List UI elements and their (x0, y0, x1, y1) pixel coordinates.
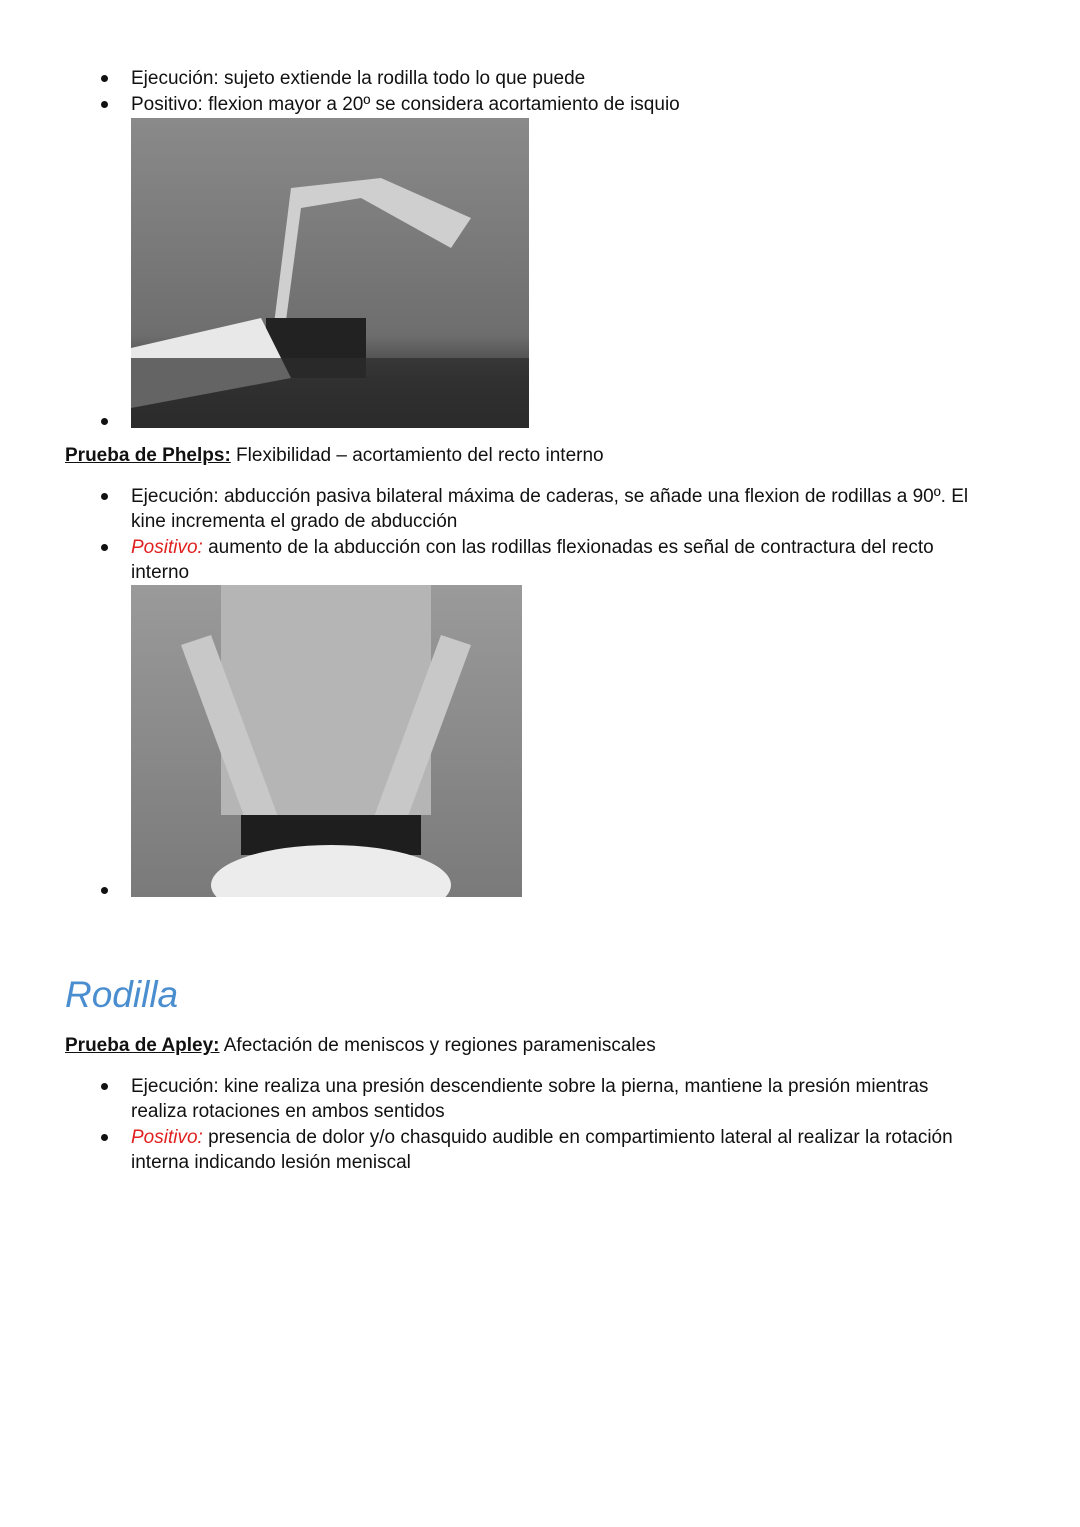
bullet (101, 887, 108, 894)
phelps-title: Prueba de Phelps: (65, 445, 231, 466)
bullet (101, 544, 108, 551)
bullet-text: Ejecución: abducción pasiva bilateral máxima de caderas, se añade una flexion de rodillas a 90º. El (131, 486, 969, 507)
section-heading-rodilla: Rodilla (65, 974, 179, 1015)
apley-description: Afectación de meniscos y regiones parameniscales (219, 1035, 656, 1056)
bullet (101, 101, 108, 108)
bullet-text: kine incrementa el grado de abducción (131, 511, 458, 532)
bullet-text: interno (131, 562, 190, 583)
bullet (101, 1134, 108, 1141)
bullet-text: Positivo: flexion mayor a 20º se considera acortamiento de isquio (131, 94, 680, 115)
apley-title: Prueba de Apley: (65, 1035, 220, 1056)
positive-text: presencia de dolor y/o chasquido audible en compartimiento lateral al realizar la rotación (202, 1127, 953, 1148)
phelps-heading (65, 443, 604, 468)
bullet-text: interna indicando lesión meniscal (131, 1152, 411, 1173)
positive-label: Positivo: (131, 1127, 203, 1148)
bullet-text: Ejecución: sujeto extiende la rodilla todo lo que puede (131, 68, 586, 89)
bullet (101, 418, 108, 425)
bullet-text (131, 535, 934, 560)
phelps-description: Flexibilidad – acortamiento del recto interno (230, 445, 604, 466)
positive-label: Positivo: (131, 537, 203, 558)
bullet (101, 493, 108, 500)
bullet-text: Ejecución: kine realiza una presión descendiente sobre la pierna, mantiene la presión mientras (131, 1076, 929, 1097)
photo-knee-extension (131, 118, 529, 428)
positive-text: aumento de la abducción con las rodillas flexionadas es señal de contractura del recto (202, 537, 934, 558)
bullet-text: realiza rotaciones en ambos sentidos (131, 1101, 445, 1122)
photo-illustration (131, 118, 529, 428)
bullet (101, 75, 108, 82)
bullet-text (131, 1125, 953, 1150)
bullet (101, 1083, 108, 1090)
photo-illustration (131, 585, 522, 897)
photo-phelps-test (131, 585, 522, 897)
apley-heading (65, 1033, 656, 1058)
